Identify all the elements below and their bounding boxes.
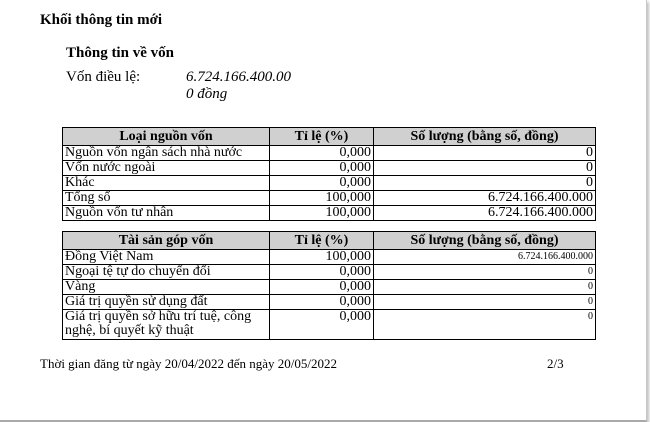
column-header-asset-type: Tài sản góp vốn: [63, 232, 270, 250]
source-amount: 6.724.166.400.000: [374, 206, 596, 221]
table-header-row: [63, 232, 596, 250]
column-header-ratio: Tỉ lệ (%): [270, 232, 374, 250]
asset-amount: 0: [374, 280, 596, 295]
source-amount: 0: [374, 146, 596, 161]
capital-sources-table: [62, 127, 596, 221]
source-name: Nguồn vốn tư nhân: [63, 206, 270, 221]
source-name: Vốn nước ngoài: [63, 161, 270, 176]
source-ratio: 100,000: [270, 206, 374, 221]
source-amount: 6.724.166.400.000: [374, 191, 596, 206]
contributed-assets-table: [62, 231, 596, 340]
table-row: [63, 250, 596, 265]
source-name: Nguồn vốn ngân sách nhà nước: [63, 146, 270, 161]
asset-ratio: 0,000: [270, 280, 374, 295]
asset-name: Vàng: [63, 280, 270, 295]
table-row: [63, 280, 596, 295]
column-header-source-type: Loại nguồn vốn: [63, 128, 270, 146]
asset-ratio: 100,000: [270, 250, 374, 265]
table-row: [63, 310, 596, 340]
asset-amount: 6.724.166.400.000: [374, 250, 596, 265]
charter-capital-value-line2: 0 đồng: [186, 86, 228, 102]
table-row: [63, 176, 596, 191]
source-ratio: 0,000: [270, 146, 374, 161]
table-row: [63, 191, 596, 206]
capital-info-title: Thông tin về vốn: [66, 45, 174, 61]
asset-name: Đồng Việt Nam: [63, 250, 270, 265]
table-header-row: [63, 128, 596, 146]
section-title: Khối thông tin mới: [40, 12, 163, 28]
column-header-amount: Số lượng (bằng số, đồng): [374, 232, 596, 250]
source-ratio: 0,000: [270, 161, 374, 176]
source-amount: 0: [374, 176, 596, 191]
asset-name: Giá trị quyền sử dụng đất: [63, 295, 270, 310]
charter-capital-value-line1: 6.724.166.400.00: [186, 69, 291, 85]
source-name: Khác: [63, 176, 270, 191]
asset-amount: 0: [374, 265, 596, 280]
asset-amount: 0: [374, 310, 596, 340]
registration-period: Thời gian đăng từ ngày 20/04/2022 đến ngày 20/05/2022: [40, 356, 337, 371]
charter-capital-value: [186, 69, 291, 103]
source-ratio: 100,000: [270, 191, 374, 206]
asset-name: Giá trị quyền sở hữu trí tuệ, công nghệ, bí quyết kỹ thuật: [63, 310, 270, 340]
asset-ratio: 0,000: [270, 310, 374, 340]
page-number: 2/3: [547, 356, 564, 371]
column-header-amount: Số lượng (bằng số, đồng): [374, 128, 596, 146]
column-header-ratio: Tỉ lệ (%): [270, 128, 374, 146]
table-row: [63, 295, 596, 310]
asset-ratio: 0,000: [270, 265, 374, 280]
table-row: [63, 206, 596, 221]
source-amount: 0: [374, 161, 596, 176]
source-name: Tổng số: [63, 191, 270, 206]
asset-amount: 0: [374, 295, 596, 310]
source-ratio: 0,000: [270, 176, 374, 191]
asset-name: Ngoại tệ tự do chuyển đổi: [63, 265, 270, 280]
charter-capital-label: Vốn điều lệ:: [66, 69, 141, 85]
table-row: [63, 265, 596, 280]
asset-ratio: 0,000: [270, 295, 374, 310]
table-row: [63, 146, 596, 161]
table-row: [63, 161, 596, 176]
